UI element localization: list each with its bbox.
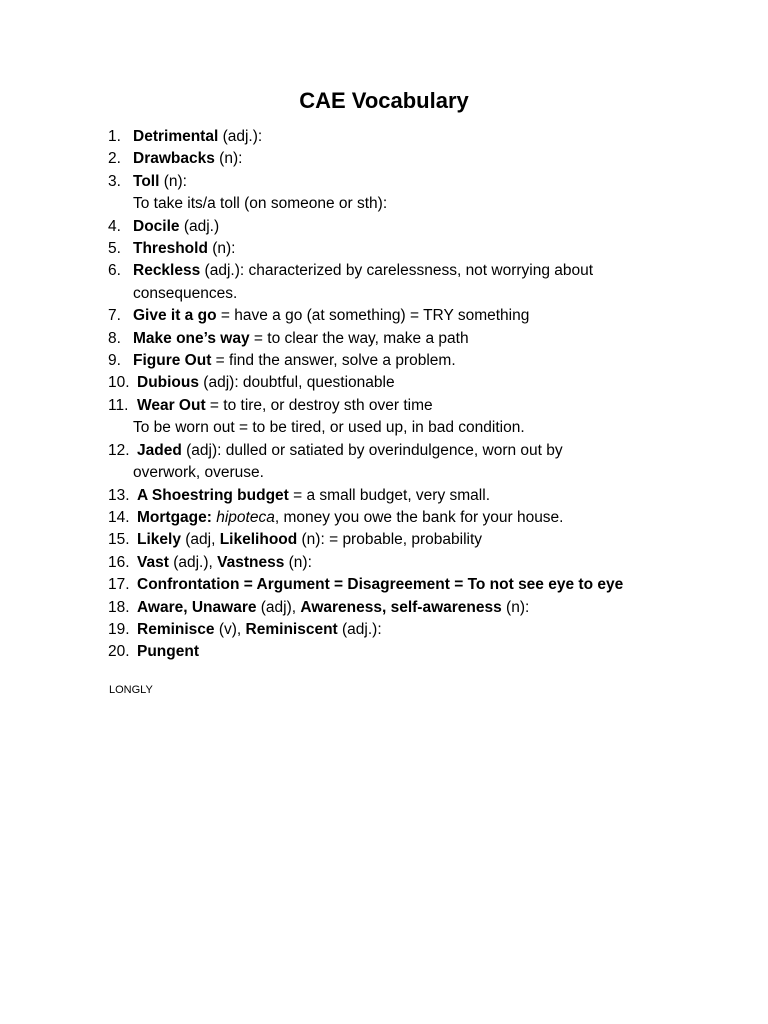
item-number: 18. <box>108 598 130 616</box>
item-text <box>137 552 648 574</box>
list-item <box>108 552 648 574</box>
definition: (adj): dulled or satiated by overindulgence, worn out by <box>181 441 563 459</box>
term: Figure Out <box>133 352 212 370</box>
item-text <box>137 507 648 529</box>
definition: (adj.): characterized by carelessness, not worrying about <box>200 262 594 280</box>
item-text <box>137 619 648 641</box>
continuation-line: To be worn out = to be tired, or used up, in bad condition. <box>133 419 525 437</box>
italic-translation: hipoteca <box>211 508 275 526</box>
definition-secondary: (n): <box>284 553 312 571</box>
term: Vast <box>137 553 169 571</box>
continuation-line: To take its/a toll (on someone or sth): <box>133 195 388 213</box>
item-text <box>133 395 648 440</box>
definition: (adj.), <box>168 553 218 571</box>
item-number: 17. <box>108 576 130 594</box>
item-number: 20. <box>108 643 130 661</box>
vocabulary-list <box>108 126 648 664</box>
list-item <box>108 260 648 305</box>
item-number: 12. <box>108 441 130 459</box>
term: Drawbacks <box>133 150 215 168</box>
item-number: 6. <box>108 262 121 280</box>
item-number: 11. <box>108 396 129 414</box>
definition-secondary: (n): <box>501 598 530 616</box>
term: Reckless <box>133 262 201 280</box>
list-item <box>108 440 648 485</box>
item-number: 8. <box>108 329 121 347</box>
term-secondary: Vastness <box>217 553 285 571</box>
definition: (adj.): <box>218 128 263 145</box>
term: Wear Out <box>137 396 206 414</box>
item-number: 14. <box>108 508 130 526</box>
definition-secondary: (n): = probable, probability <box>297 531 483 549</box>
item-text <box>133 440 648 485</box>
list-item <box>108 305 648 327</box>
list-item <box>108 619 648 641</box>
definition: (n): <box>214 150 243 168</box>
list-item <box>108 529 648 551</box>
list-item <box>108 395 648 440</box>
definition: = have a go (at something) = TRY something <box>216 307 530 325</box>
list-item <box>108 641 648 663</box>
continuation-line: consequences. <box>133 284 238 302</box>
term-secondary: Awareness, self-awareness <box>300 598 502 616</box>
definition: = a small budget, very small. <box>288 486 490 504</box>
item-text <box>133 216 648 238</box>
item-text <box>137 641 648 663</box>
item-number: 2. <box>108 150 121 168</box>
list-item <box>108 350 648 372</box>
term: Pungent <box>137 643 199 661</box>
list-item <box>108 485 648 507</box>
definition: (n): <box>207 240 236 258</box>
item-text <box>137 597 648 619</box>
item-number: 10. <box>108 374 130 392</box>
term: Jaded <box>137 441 182 459</box>
list-item <box>108 216 648 238</box>
term: Docile <box>133 217 180 235</box>
term: Detrimental <box>133 128 219 145</box>
term: Likely <box>137 531 181 549</box>
term-secondary: Likelihood <box>219 531 298 549</box>
list-item <box>108 372 648 394</box>
item-text <box>133 238 648 260</box>
item-number: 1. <box>108 128 121 145</box>
definition: = to clear the way, make a path <box>249 329 469 347</box>
item-number: 16. <box>108 553 130 571</box>
item-number: 5. <box>108 240 121 258</box>
item-text <box>137 529 648 551</box>
term: Mortgage: <box>137 508 212 526</box>
item-number: 13. <box>108 486 130 504</box>
list-item <box>108 126 648 148</box>
item-number: 3. <box>108 172 121 190</box>
item-number: 19. <box>108 620 130 638</box>
item-text <box>133 148 648 170</box>
term: Dubious <box>137 374 199 392</box>
item-text <box>133 126 648 148</box>
list-item <box>108 574 648 596</box>
term: A Shoestring budget <box>137 486 289 504</box>
item-number: 9. <box>108 352 121 370</box>
item-text <box>133 328 648 350</box>
definition: (adj), <box>256 598 301 616</box>
list-item <box>108 597 648 619</box>
term: Confrontation = Argument = Disagreement = To not see eye to eye <box>137 576 624 594</box>
definition: (n): <box>159 172 187 190</box>
definition-secondary: (adj.): <box>337 620 382 638</box>
term-secondary: Reminiscent <box>245 620 338 638</box>
term: Toll <box>133 172 160 190</box>
definition: (v), <box>214 620 246 638</box>
term: Reminisce <box>137 620 215 638</box>
item-number: 7. <box>108 307 121 325</box>
list-item <box>108 507 648 529</box>
term: Give it a go <box>133 307 217 325</box>
item-text <box>133 171 648 216</box>
definition: = to tire, or destroy sth over time <box>205 396 433 414</box>
item-text <box>137 574 648 596</box>
term: Threshold <box>133 240 208 258</box>
definition: = find the answer, solve a problem. <box>211 352 456 370</box>
footer-note: LONGLY <box>109 684 153 696</box>
item-text <box>133 260 648 305</box>
definition: (adj.) <box>179 217 220 235</box>
continuation-line: overwork, overuse. <box>133 464 264 482</box>
list-item <box>108 171 648 216</box>
term: Aware, Unaware <box>137 598 257 616</box>
item-text <box>133 305 648 327</box>
term: Make one’s way <box>133 329 250 347</box>
list-item <box>108 238 648 260</box>
definition: (adj): doubtful, questionable <box>199 374 395 392</box>
list-item <box>108 328 648 350</box>
item-text <box>133 350 648 372</box>
item-number: 4. <box>108 217 121 235</box>
document-title: CAE Vocabulary <box>299 88 469 113</box>
item-text <box>137 485 648 507</box>
definition: , money you owe the bank for your house. <box>274 508 564 526</box>
item-number: 15. <box>108 531 130 549</box>
definition: (adj, <box>180 531 220 549</box>
list-item <box>108 148 648 170</box>
item-text <box>137 372 648 394</box>
